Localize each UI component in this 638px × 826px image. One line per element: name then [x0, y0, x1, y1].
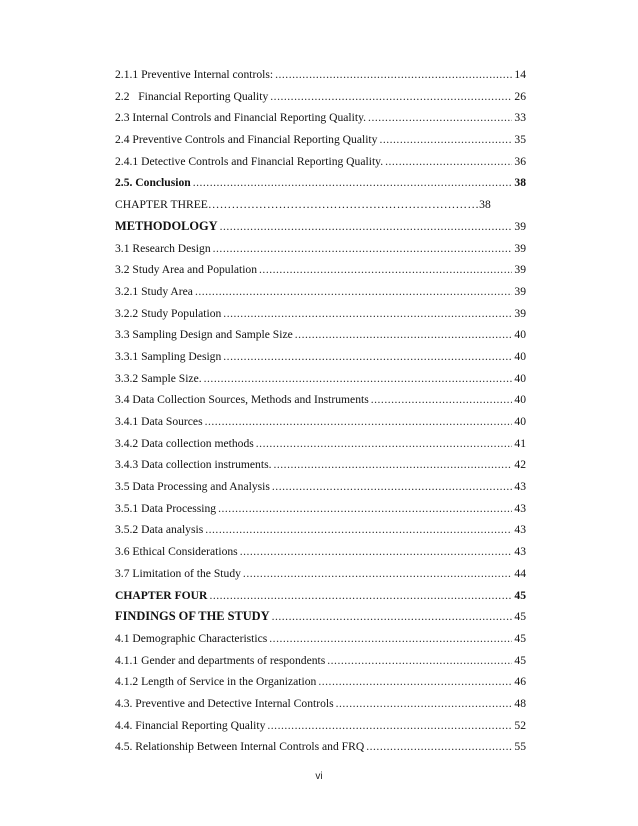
toc-dot-leader — [267, 715, 512, 737]
toc-entry-title: 3.2 Study Area and Population — [115, 263, 258, 277]
toc-entry-page: 44 — [514, 566, 526, 580]
toc-entry-title: 2.1.1 Preventive Internal controls: — [115, 68, 274, 81]
toc-entry-page: 41 — [514, 436, 526, 450]
toc-entry-page: 33 — [514, 111, 526, 125]
toc-entry-page: 43 — [514, 501, 526, 515]
toc-dot-leader — [273, 454, 512, 476]
toc-entry-page: 38 — [514, 176, 526, 190]
toc-dot-leader — [213, 238, 513, 260]
toc-dot-leader — [318, 671, 512, 693]
toc-entry-page: 45 — [514, 588, 526, 602]
toc-entry-page: 43 — [514, 480, 526, 494]
toc-entry-page: 35 — [514, 133, 526, 147]
toc-entry[interactable] — [115, 324, 526, 346]
toc-entry[interactable] — [115, 628, 526, 650]
toc-dot-leader — [209, 585, 512, 607]
toc-dot-leader — [223, 346, 512, 368]
toc-dot-leader — [269, 628, 512, 650]
toc-entry-page: 39 — [514, 306, 526, 320]
toc-entry-title: 3.4.1 Data Sources — [115, 415, 203, 428]
toc-dot-leader — [256, 433, 513, 455]
toc-dot-leader — [223, 303, 512, 325]
toc-entry-title: 4.5. Relationship Between Internal Controls and FRQ — [115, 740, 365, 754]
toc-dot-leader — [204, 368, 513, 390]
toc-entry[interactable] — [115, 519, 526, 541]
toc-entry-page: 43 — [514, 523, 526, 537]
toc-entry-title: 4.1.1 Gender and departments of respondents — [115, 653, 326, 667]
toc-dot-leader — [272, 476, 513, 498]
toc-entry-page: 26 — [514, 89, 526, 103]
toc-entry-title: 3.5.1 Data Processing — [115, 501, 217, 515]
toc-entry[interactable] — [115, 368, 526, 390]
toc-entry-title: 3.3 Sampling Design and Sample Size — [115, 328, 293, 342]
toc-entry[interactable] — [115, 259, 526, 281]
table-of-contents — [115, 64, 526, 758]
toc-entry-title: 3.3.1 Sampling Design — [115, 349, 222, 363]
toc-entry[interactable] — [115, 736, 526, 758]
toc-dot-leader — [240, 541, 513, 563]
toc-dot-leader — [259, 259, 512, 281]
toc-entry-title: 2.3 Internal Controls and Financial Reporting Quality. — [115, 111, 367, 125]
toc-entry[interactable] — [115, 151, 526, 173]
toc-entry-title: 3.4 Data Collection Sources, Methods and Instruments — [115, 393, 369, 407]
toc-entry-title: 2.5. Conclusion — [115, 176, 191, 190]
toc-entry-title: 2.4 Preventive Controls and Financial Reporting Quality — [115, 133, 378, 147]
toc-entry-title: 2.4.1 Detective Controls and Financial Reporting Quality. — [115, 154, 384, 168]
toc-dot-leader — [379, 129, 512, 151]
toc-entry-title: 3.5.2 Data analysis — [115, 523, 204, 537]
toc-entry-page: 43 — [514, 545, 526, 559]
toc-entry-page: 46 — [514, 675, 526, 689]
toc-entry-page: 36 — [514, 154, 526, 168]
toc-entry-page: 40 — [514, 349, 526, 363]
toc-dot-leader — [327, 650, 512, 672]
toc-entry-title: 3.2.1 Study Area — [115, 284, 193, 298]
toc-entry-title: 4.4. Financial Reporting Quality — [115, 718, 266, 732]
toc-dot-leader — [371, 389, 513, 411]
toc-entry[interactable] — [115, 281, 526, 303]
toc-entry[interactable] — [115, 303, 526, 325]
toc-entry-title: 3.2.2 Study Population — [115, 306, 222, 320]
toc-entry-page: 39 — [514, 263, 526, 277]
toc-entry-page: 42 — [514, 458, 526, 472]
toc-entry-title: CHAPTER FOUR — [115, 588, 208, 602]
toc-entry-title: 4.1.2 Length of Service in the Organization — [115, 675, 317, 689]
toc-entry-title: 3.4.2 Data collection methods — [115, 436, 254, 450]
toc-entry-page: 48 — [514, 696, 526, 710]
toc-entry-methodology[interactable] — [115, 216, 526, 238]
toc-ellipsis-leader: …………………………………………………………… — [207, 198, 480, 212]
toc-entry-page: 14 — [514, 68, 526, 81]
toc-entry[interactable] — [115, 650, 526, 672]
toc-entry-page: 39 — [514, 219, 526, 233]
toc-dot-leader — [272, 606, 513, 628]
toc-entry[interactable] — [115, 389, 526, 411]
toc-entry[interactable] — [115, 64, 526, 86]
toc-entry[interactable] — [115, 541, 526, 563]
toc-dot-leader — [218, 498, 512, 520]
toc-entry-title: 4.1 Demographic Characteristics — [115, 631, 268, 645]
toc-entry-title: CHAPTER THREE — [115, 198, 208, 212]
toc-entry[interactable] — [115, 476, 526, 498]
toc-entry[interactable] — [115, 86, 526, 108]
toc-dot-leader — [336, 693, 513, 715]
toc-dot-leader — [205, 411, 513, 433]
toc-entry-page: 45 — [514, 631, 526, 645]
toc-entry-title: METHODOLOGY — [115, 218, 218, 233]
toc-entry-page: 39 — [514, 241, 526, 255]
toc-entry[interactable] — [115, 107, 526, 129]
toc-entry-title: 3.3.2 Sample Size. — [115, 371, 202, 385]
toc-entry[interactable] — [115, 411, 526, 433]
toc-entry-title: 4.3. Preventive and Detective Internal Controls — [115, 696, 334, 710]
toc-dot-leader — [220, 216, 513, 238]
toc-entry-title: 3.6 Ethical Considerations — [115, 545, 238, 559]
page-number: vi — [315, 771, 323, 782]
toc-entry[interactable] — [115, 454, 526, 476]
toc-dot-leader — [385, 151, 512, 173]
toc-dot-leader — [193, 172, 513, 194]
toc-entry-conclusion[interactable] — [115, 172, 526, 194]
toc-entry[interactable] — [115, 693, 526, 715]
toc-entry-title: 2.2 Financial Reporting Quality — [115, 89, 269, 103]
toc-entry-title: 3.7 Limitation of the Study — [115, 566, 241, 580]
toc-entry-chapter-four[interactable] — [115, 585, 526, 607]
toc-entry-page: 55 — [514, 740, 526, 754]
toc-entry[interactable] — [115, 498, 526, 520]
toc-dot-leader — [295, 324, 513, 346]
toc-entry-page: 52 — [514, 718, 526, 732]
toc-entry[interactable] — [115, 346, 526, 368]
toc-entry-findings[interactable] — [115, 606, 526, 628]
toc-entry-page: 45 — [514, 610, 526, 624]
toc-dot-leader — [275, 64, 512, 86]
toc-entry[interactable] — [115, 715, 526, 737]
toc-dot-leader — [205, 519, 512, 541]
toc-entry-page: 40 — [514, 393, 526, 407]
toc-entry-title: 3.1 Research Design — [115, 241, 211, 255]
toc-entry-chapter-three[interactable] — [115, 194, 526, 216]
toc-entry-title: 3.5 Data Processing and Analysis — [115, 480, 270, 494]
toc-entry-page: 40 — [514, 371, 526, 385]
toc-entry-title: FINDINGS OF THE STUDY — [115, 609, 270, 624]
toc-entry-title: 3.4.3 Data collection instruments. — [115, 458, 272, 472]
toc-entry-page: 38 — [479, 198, 491, 212]
toc-entry-page: 40 — [514, 328, 526, 342]
toc-entry-page: 45 — [514, 653, 526, 667]
toc-dot-leader — [368, 107, 512, 129]
toc-dot-leader — [366, 736, 512, 758]
toc-entry[interactable] — [115, 433, 526, 455]
toc-entry[interactable] — [115, 129, 526, 151]
toc-entry-page: 40 — [514, 415, 526, 428]
toc-entry[interactable] — [115, 671, 526, 693]
toc-entry[interactable] — [115, 563, 526, 585]
toc-entry-page: 39 — [514, 284, 526, 298]
toc-dot-leader — [195, 281, 512, 303]
toc-dot-leader — [270, 86, 512, 108]
toc-dot-leader — [243, 563, 512, 585]
toc-entry[interactable] — [115, 238, 526, 260]
